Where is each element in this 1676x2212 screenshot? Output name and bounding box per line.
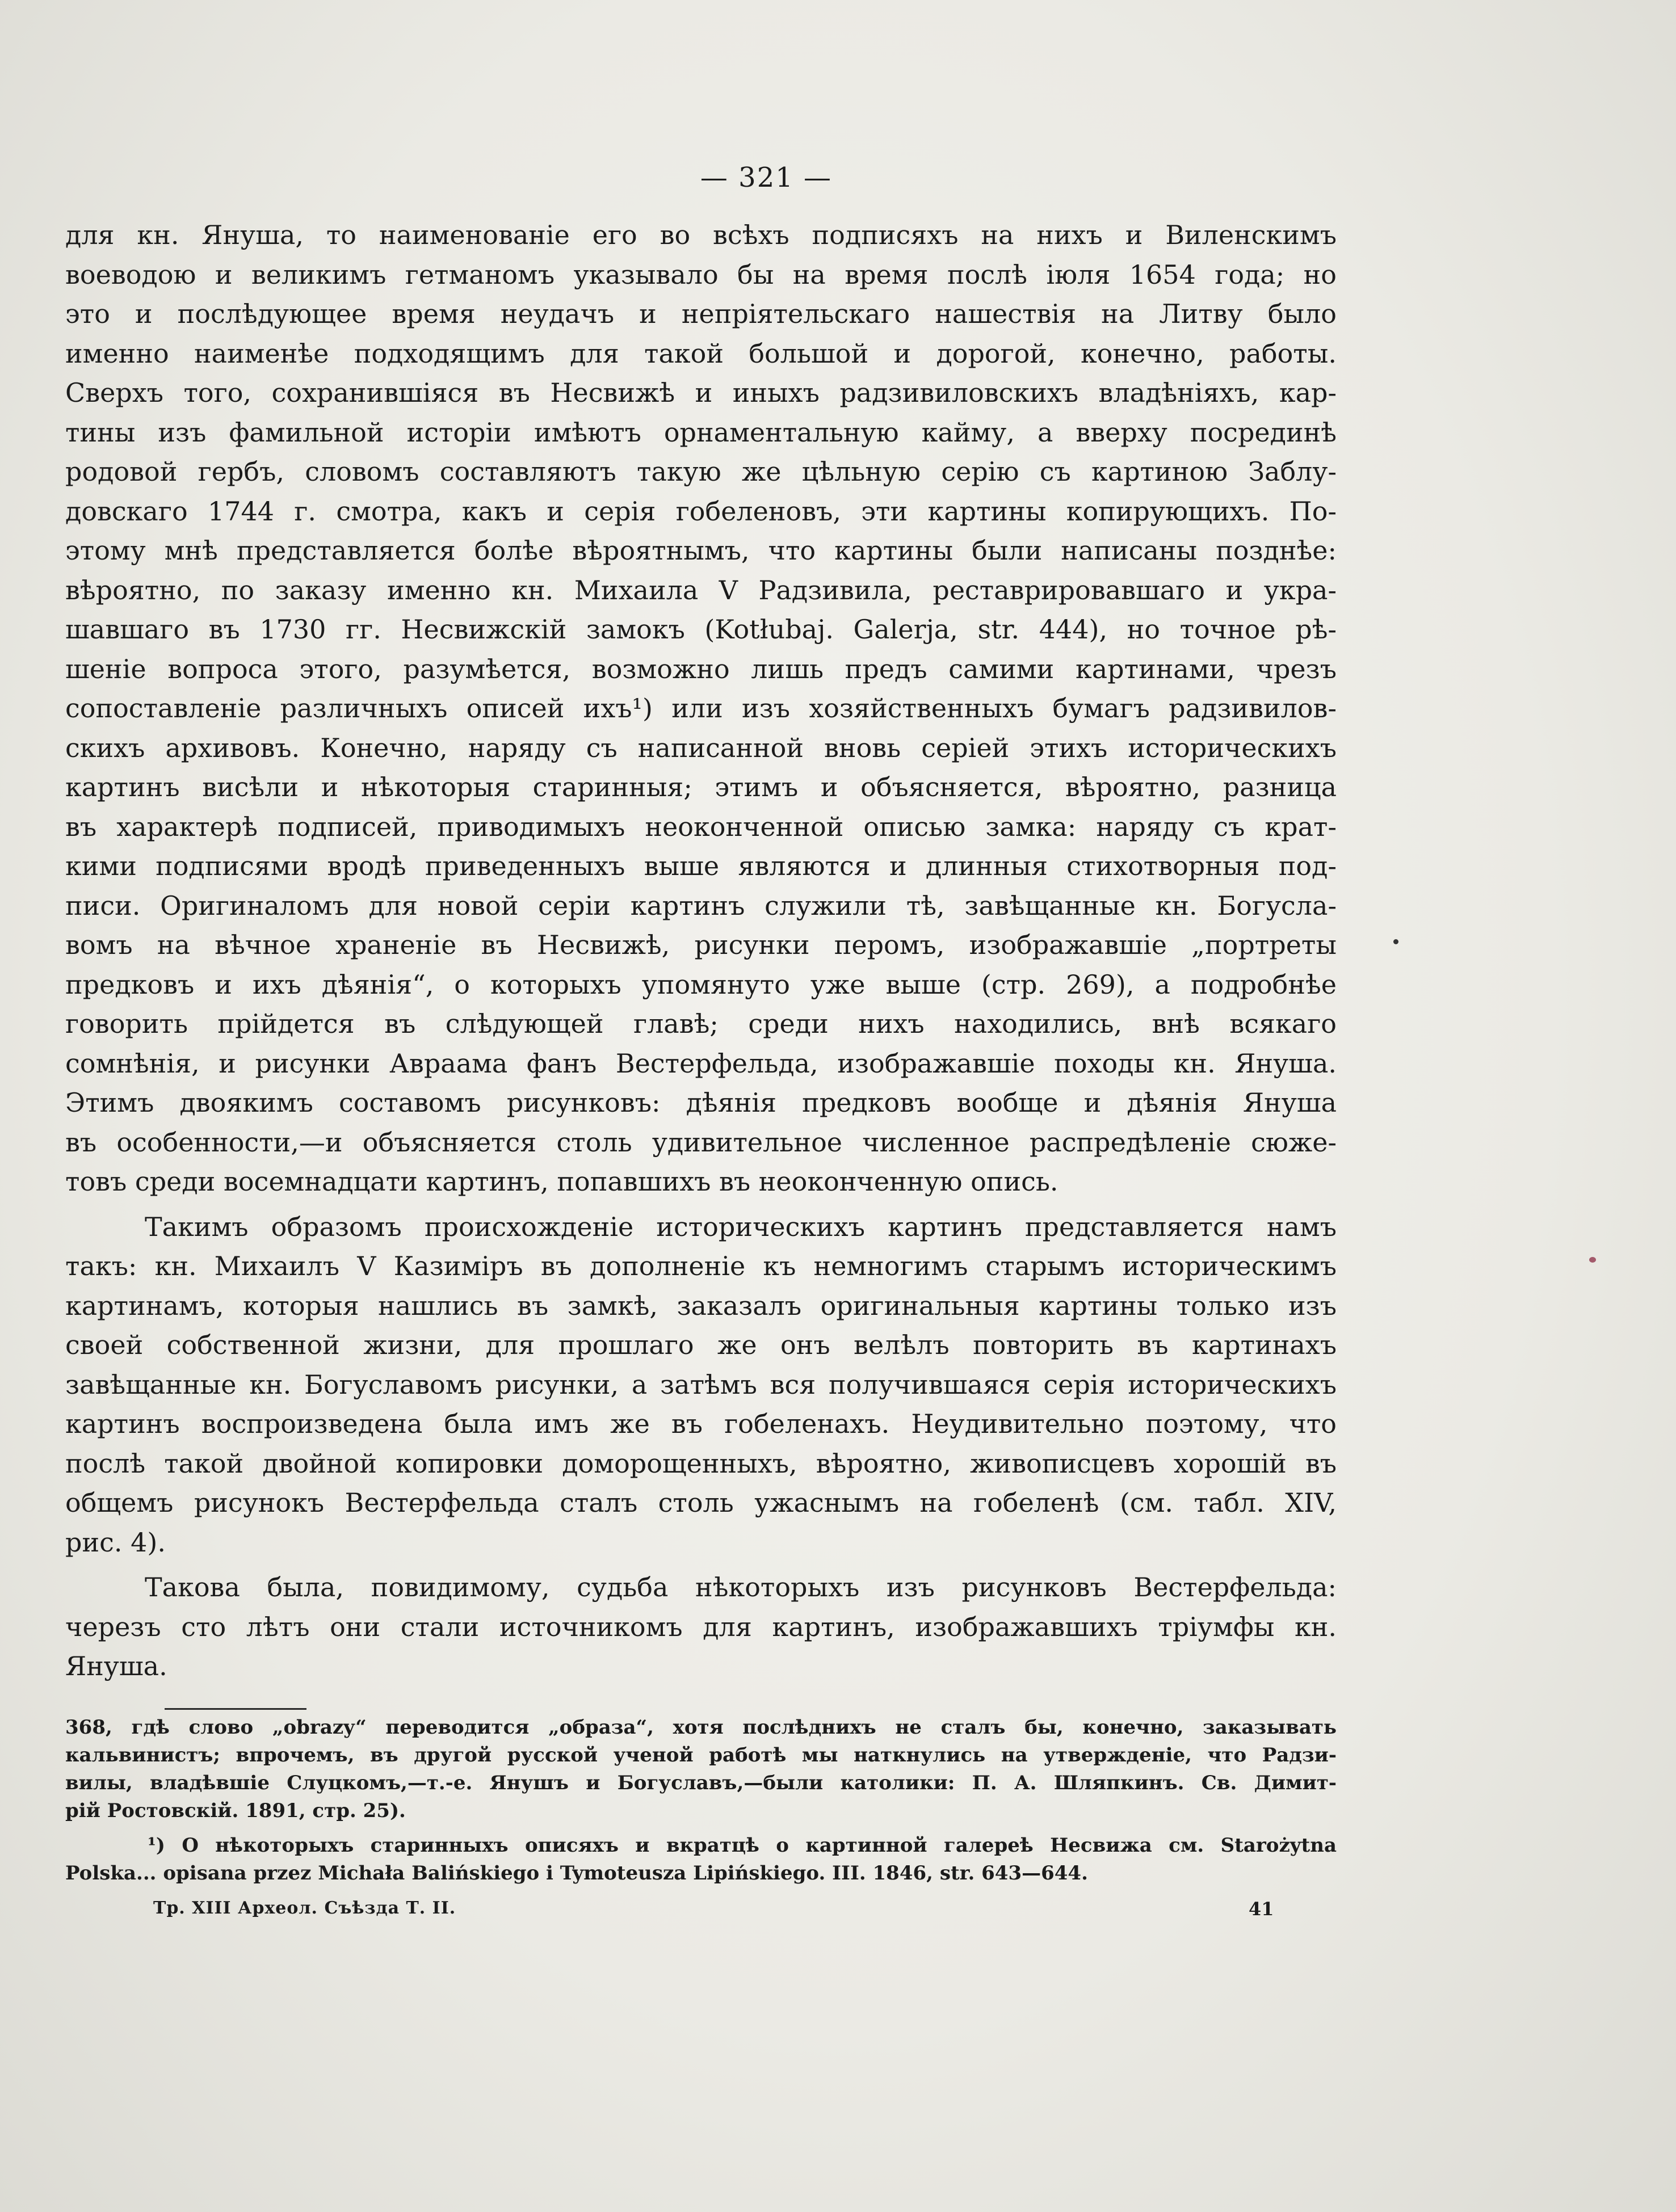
paragraph-3 — [65, 1568, 1337, 1687]
text-line: скихъ архивовъ. Конечно, наряду съ написанной вновь серіей этихъ историческихъ — [65, 732, 1337, 763]
sheet-number: 41 — [1249, 1898, 1274, 1920]
text-line: рис. 4). — [65, 1526, 166, 1558]
footnote-line: рій Ростовскій. 1891, стр. 25). — [65, 1799, 406, 1822]
text-line: Такимъ образомъ происхожденіе историческихъ картинъ представляется намъ — [145, 1211, 1337, 1242]
text-line: писи. Оригиналомъ для новой серіи картинъ служили тѣ, завѣщанные кн. Богусла- — [65, 890, 1337, 921]
text-line: сомнѣнія, и рисунки Авраама фанъ Вестерфельда, изображавшіе походы кн. Януша. — [65, 1048, 1337, 1079]
text-line: Януша. — [65, 1651, 167, 1681]
text-line: такъ: кн. Михаилъ V Казиміръ въ дополненіе къ немногимъ старымъ историческимъ — [65, 1251, 1337, 1281]
text-line: именно наименѣе подходящимъ для такой большой и дорогой, конечно, работы. — [65, 338, 1337, 369]
paragraph-gap — [65, 1202, 1337, 1208]
paper-speck — [1393, 939, 1398, 944]
paragraph-2 — [65, 1208, 1337, 1563]
text-line: этому мнѣ представляется болѣе вѣроятнымъ, что картины были написаны позднѣе: — [65, 535, 1337, 566]
text-line: своей собственной жизни, для прошлаго же онъ велѣлъ повторить въ картинахъ — [65, 1330, 1337, 1360]
footnote-1 — [65, 1832, 1337, 1887]
text-line: вомъ на вѣчное храненіе въ Несвижѣ, рисунки перомъ, изображавшіе „портреты — [65, 930, 1337, 960]
text-line: говорить прійдется въ слѣдующей главѣ; среди нихъ находились, внѣ всякаго — [65, 1008, 1337, 1039]
text-line: родовой гербъ, словомъ составляютъ такую же цѣльную серію съ картиною Заблу- — [65, 456, 1337, 487]
page-number: — 321 — — [700, 162, 833, 194]
footnote-line: ¹) О нѣкоторыхъ старинныхъ описяхъ и вкратцѣ о картинной галереѣ Несвижа см. Starożytna — [148, 1834, 1337, 1857]
footnote-line: 368, гдѣ слово „obrazy“ переводится „образа“, хотя послѣднихъ не сталъ бы, конечно, заказывать — [65, 1716, 1337, 1739]
text-line: черезъ сто лѣтъ они стали источникомъ для картинъ, изображавшихъ тріумфы кн. — [65, 1611, 1337, 1642]
text-line: картинамъ, которыя нашлись въ замкѣ, заказалъ оригинальныя картины только изъ — [65, 1290, 1337, 1321]
footnotes — [65, 1714, 1337, 1887]
text-line: тины изъ фамильной исторіи имѣютъ орнаментальную кайму, а вверху посрединѣ — [65, 417, 1337, 448]
printer-signature: Тр. XIII Археол. Съѣзда Т. II. — [153, 1898, 456, 1918]
text-line: шавшаго въ 1730 гг. Несвижскій замокъ (Kotłubaj. Galerja, str. 444), но точное рѣ- — [65, 614, 1337, 645]
text-line: Такова была, повидимому, судьба нѣкоторыхъ изъ рисунковъ Вестерфельда: — [145, 1572, 1337, 1603]
text-line: кими подписями вродѣ приведенныхъ выше являются и длинныя стихотворныя под- — [65, 851, 1337, 881]
footnote-divider — [165, 1708, 306, 1710]
text-line: Сверхъ того, сохранившіяся въ Несвижѣ и иныхъ радзивиловскихъ владѣніяхъ, кар- — [65, 377, 1337, 408]
text-line: сопоставленіе различныхъ описей ихъ¹) или изъ хозяйственныхъ бумагъ радзивилов- — [65, 693, 1337, 724]
paragraph-gap — [65, 1562, 1337, 1568]
main-text — [65, 216, 1337, 1687]
text-line: картинъ воспроизведена была имъ же въ гобеленахъ. Неудивительно поэтому, что — [65, 1408, 1337, 1439]
text-line: шеніе вопроса этого, разумѣется, возможно лишь предъ самими картинами, чрезъ — [65, 653, 1337, 684]
text-line: завѣщанные кн. Богуславомъ рисунки, а затѣмъ вся получившаяся серія историческихъ — [65, 1369, 1337, 1400]
text-line: воеводою и великимъ гетманомъ указывало бы на время послѣ іюля 1654 года; но — [65, 259, 1337, 290]
text-line: довскаго 1744 г. смотра, какъ и серія гобеленовъ, эти картины копирующихъ. По- — [65, 495, 1337, 527]
text-line: товъ среди восемнадцати картинъ, попавшихъ въ неоконченную опись. — [65, 1166, 1058, 1197]
footnote-gap — [65, 1825, 1337, 1832]
text-line: въ характерѣ подписей, приводимыхъ неоконченной описью замка: наряду съ крат- — [65, 811, 1337, 842]
footnote-line: вилы, владѣвшіе Слуцкомъ,—т.-е. Янушъ и Богуславъ,—были католики: П. А. Шляпкинъ. Св. Димит- — [65, 1772, 1337, 1794]
text-line: предковъ и ихъ дѣянія“, о которыхъ упомянуто уже выше (стр. 269), а подробнѣе — [65, 969, 1337, 1000]
paragraph-1 — [65, 216, 1337, 1202]
text-line: картинъ висѣли и нѣкоторыя старинныя; этимъ и объясняется, вѣроятно, разница — [65, 772, 1337, 802]
text-line: въ особенности,—и объясняется столь удивительное численное распредѣленіе сюже- — [65, 1126, 1337, 1158]
text-line: Этимъ двоякимъ составомъ рисунковъ: дѣянія предковъ вообще и дѣянія Януша — [65, 1087, 1337, 1118]
footnote-line: Polska... opisana przez Michała Balińskiego i Tymoteusza Lipińskiego. III. 1846, str. 643—644. — [65, 1862, 1088, 1885]
text-line: вѣроятно, по заказу именно кн. Михаила V Радзивила, реставрировавшаго и укра- — [65, 574, 1337, 605]
text-line: это и послѣдующее время неудачъ и непріятельскаго нашествія на Литву было — [65, 298, 1337, 329]
paper-speck — [1589, 1257, 1596, 1263]
text-line: общемъ рисунокъ Вестерфельда сталъ столь ужаснымъ на гобеленѣ (см. табл. XIV, — [65, 1487, 1337, 1518]
text-line: послѣ такой двойной копировки доморощенныхъ, вѣроятно, живописцевъ хорошій въ — [65, 1448, 1337, 1479]
text-line: для кн. Януша, то наименованіе его во всѣхъ подписяхъ на нихъ и Виленскимъ — [65, 220, 1337, 250]
footnote-line: кальвинистъ; впрочемъ, въ другой русской ученой работѣ мы наткнулись на утвержденіе, что Радзи- — [65, 1744, 1337, 1767]
footnote-continued — [65, 1714, 1337, 1825]
